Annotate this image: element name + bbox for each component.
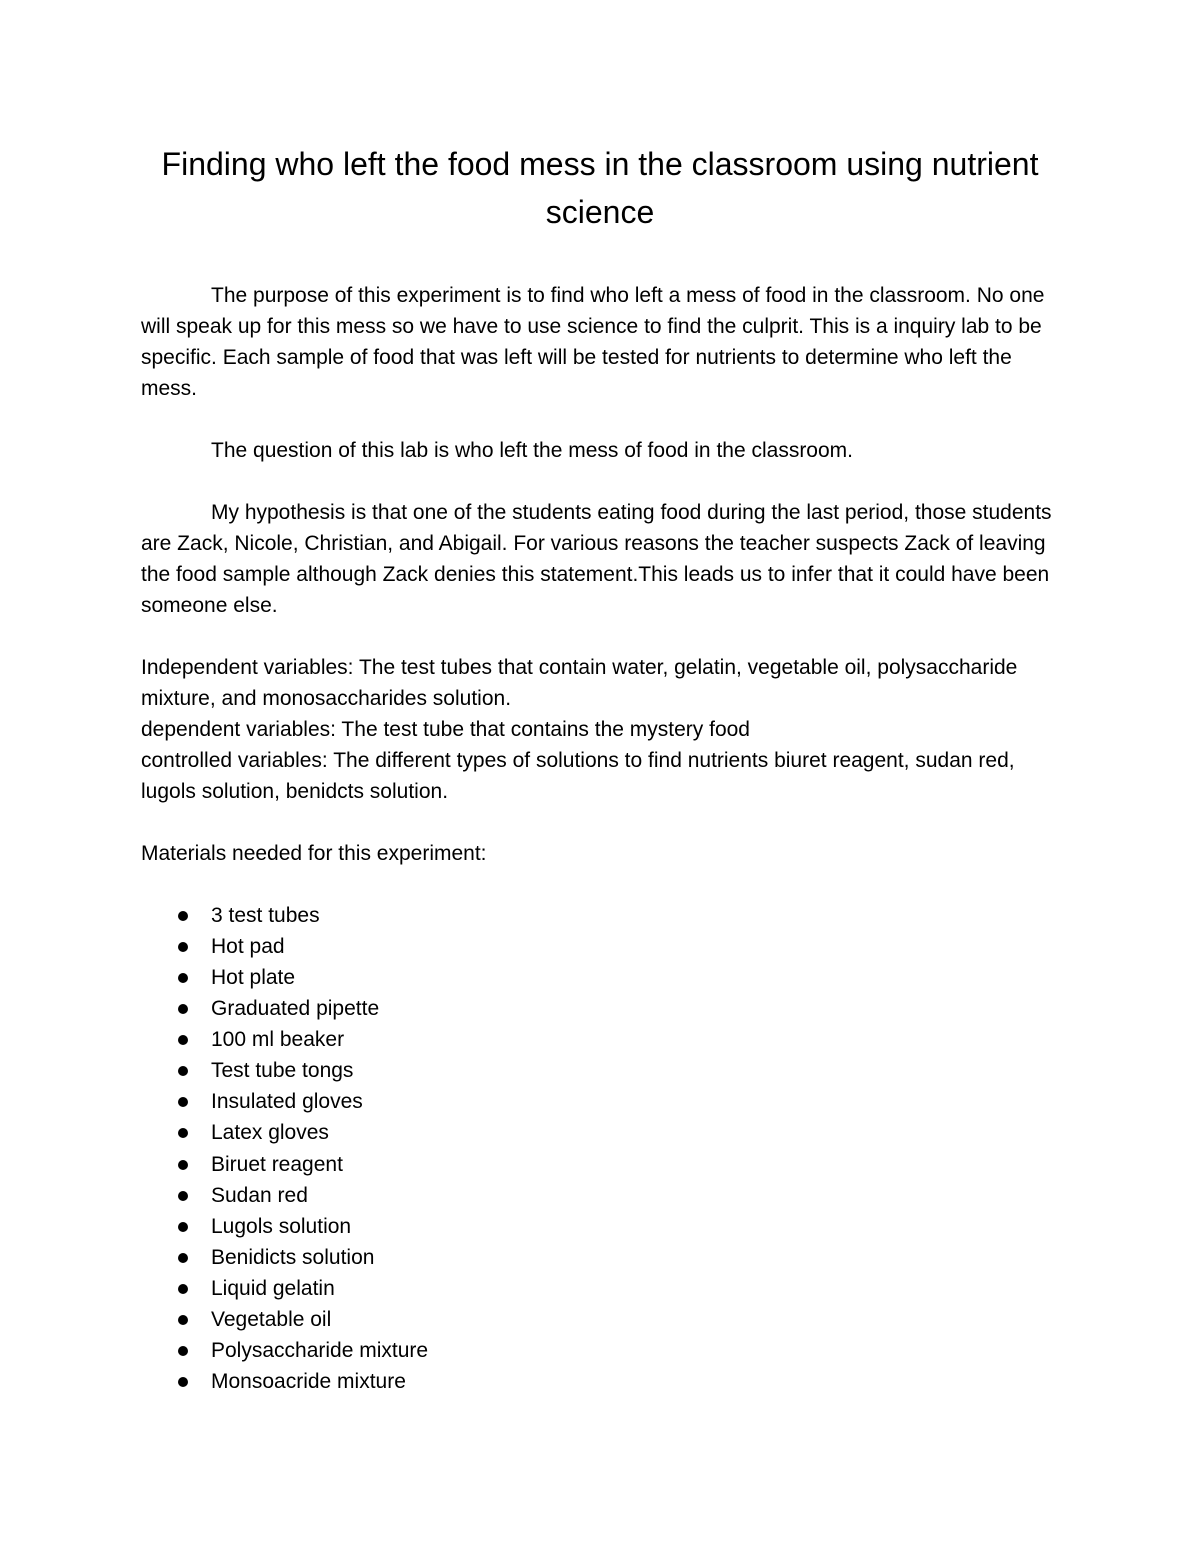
dependent-variables: dependent variables: The test tube that contains the mystery food [141,718,750,741]
question-paragraph: The question of this lab is who left the mess of food in the classroom. [211,439,853,462]
list-item-label: Benidicts solution [211,1245,375,1269]
list-item-label: Latex gloves [211,1121,329,1145]
list-item [141,1304,428,1335]
list-item-label: Vegetable oil [211,1307,332,1331]
bullet-icon [178,1222,188,1232]
list-item-label: Graduated pipette [211,997,380,1021]
list-item-label: 3 test tubes [211,904,320,927]
list-item-label: Sudan red [211,1183,308,1207]
list-item [141,962,428,993]
bullet-icon [178,1128,188,1138]
list-item-label: Polysaccharide mixture [211,1338,429,1362]
bullet-icon [178,1315,188,1325]
bullet-icon [178,1191,188,1201]
list-item-label: Biruet reagent [211,1152,343,1176]
list-item [141,1086,428,1117]
hypothesis-paragraph: My hypothesis is that one of the students eating food during the last period, those students are Zack, Nicole, Christian, and Abigail. For various reasons the teacher suspects Zack of leaving the food sample although Zack denies this statement.This leads us to infer that it could have been someone else. [141,501,1052,617]
list-item [141,1024,428,1055]
list-item-label: Test tube tongs [211,1059,354,1083]
bullet-icon [178,1004,188,1014]
materials-list [141,900,428,1397]
bullet-icon [178,973,188,983]
list-item-label: Lugols solution [211,1214,352,1238]
document-title: Finding who left the food mess in the classroom using nutrient science [161,146,1039,230]
list-item [141,1242,428,1273]
list-item [141,1180,428,1211]
list-item [141,931,428,962]
bullet-icon [178,1035,188,1045]
purpose-paragraph: The purpose of this experiment is to find who left a mess of food in the classroom. No one will speak up for this mess so we have to use science to find the culprit. This is a inquiry lab to be specific. Each sample of food that was left will be tested for nutrients to determine who left the mess. [141,284,1045,400]
list-item [141,1117,428,1148]
list-item [141,1149,428,1180]
bullet-icon [178,942,188,952]
bullet-icon [178,1097,188,1107]
list-item-label: Monsoacride mixture [211,1369,406,1393]
list-item [141,1335,428,1366]
list-item [141,900,428,931]
bullet-icon [178,1284,188,1294]
list-item [141,1273,428,1304]
list-item-label: Liquid gelatin [211,1276,335,1300]
list-item [141,1055,428,1086]
list-item-label: Insulated gloves [211,1090,363,1114]
list-item-label: Hot plate [211,966,296,990]
bullet-icon [178,1253,188,1263]
variables-section [141,652,1071,807]
list-item-label: 100 ml beaker [211,1028,345,1052]
bullet-icon [178,1160,188,1170]
controlled-variables: controlled variables: The different types of solutions to find nutrients biuret reagent, sudan red, lugols solution, benidcts solution. [141,749,1015,803]
independent-variables: Independent variables: The test tubes that contain water, gelatin, vegetable oil, polysaccharide mixture, and monosaccharides solution. [141,656,1018,710]
bullet-icon [178,911,188,921]
list-item [141,1211,428,1242]
bullet-icon [178,1066,188,1076]
list-item [141,1366,428,1397]
list-item [141,993,428,1024]
bullet-icon [178,1377,188,1387]
materials-heading: Materials needed for this experiment: [141,842,487,865]
list-item-label: Hot pad [211,935,285,959]
bullet-icon [178,1346,188,1356]
